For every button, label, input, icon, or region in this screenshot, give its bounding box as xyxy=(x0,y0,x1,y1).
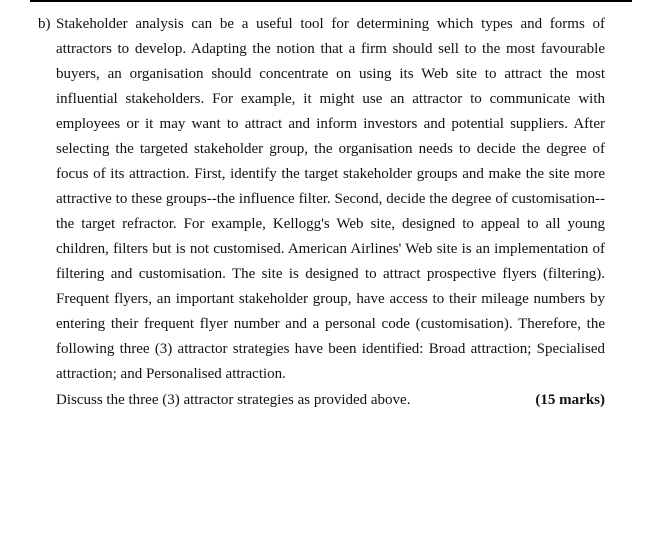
question-paragraph: Stakeholder analysis can be a useful tool for determining which types and forms of attractors to develop. Adapting the notion that a firm should sell to the most favourable buyers, an organisation should concentrate on using its Web site to attract the most influential stakeholders. For example, it might use an attractor to communicate with employees or it may want to attract and inform investors and potential suppliers. After selecting the targeted stakeholder group, the organisation needs to decide the degree of focus of its attraction. First, identify the target stakeholder groups and make the site more attractive to these groups--the influence filter. Second, decide the degree of customisation--the target refractor. For example, Kellogg's Web site, designed to appeal to all young children, filters but is not customised. American Airlines' Web site is an implementation of filtering and customisation. The site is designed to attract prospective flyers (filtering). Frequent flyers, an important stakeholder group, have access to their mileage numbers by entering their frequent flyer number and a personal code (customisation). Therefore, the following three (3) attractor strategies have been identified: Broad attraction; Specialised attraction; and Personalised attraction. xyxy=(56,16,605,382)
task-instruction: Discuss the three (3) attractor strategies as provided above. xyxy=(56,392,411,408)
question-block xyxy=(38,12,605,387)
task-row xyxy=(56,388,605,413)
question-label: b) xyxy=(38,16,51,32)
top-rule xyxy=(30,0,632,2)
marks-label: (15 marks) xyxy=(535,392,605,408)
